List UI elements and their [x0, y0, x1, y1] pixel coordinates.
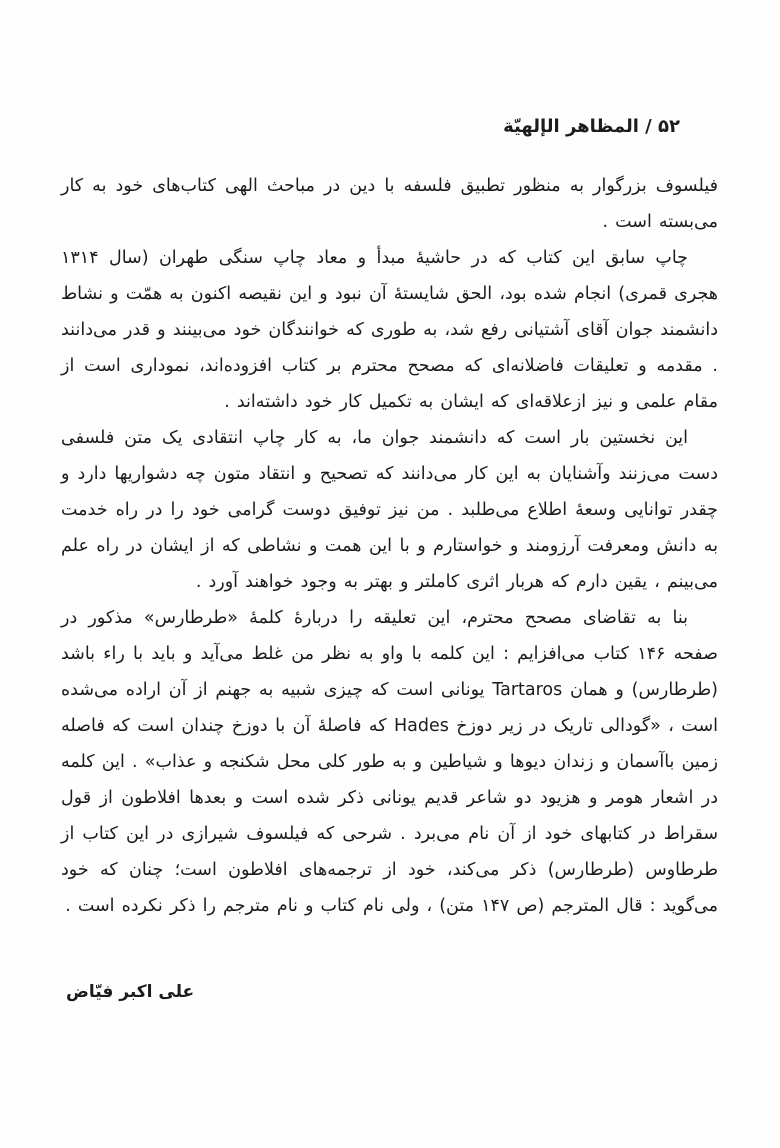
page-header-title: ۵۲ / المظاهر الإلهيّة: [503, 116, 680, 137]
paragraph: چاپ سابق این کتاب که در حاشیهٔ مبدأ و معاد چاپ سنگی طهران (سال ۱۳۱۴ هجری قمری) انجام شده بود، الحق شایستهٔ آن نبود و این نقیصه اکنون به همّت و نشاط دانشمند جوان آقای آشتیانی رفع شد، به طوری که خوانندگان خود می‌بینند و قدر می‌دانند . مقدمه و تعلیقات فاضلانه‌ای که مصحح محترم بر کتاب افزوده‌اند، نموداری است از مقام علمی و نیز ازعلاقه‌ای که ایشان به تکمیل کار خود داشته‌اند .: [61, 248, 718, 412]
paragraph: فیلسوف بزرگوار به منظور تطبیق فلسفه با دین در مباحث الهی کتاب‌های خود به کار می‌بسته است .: [61, 176, 718, 232]
paragraph: این نخستین بار است که دانشمند جوان ما، به کار چاپ انتقادی یک متن فلسفی دست می‌زنند وآشنایان به این کار می‌دانند که تصحیح و انتقاد متون چه دشواریها دارد و چقدر توانایی وسعهٔ اطلاع می‌طلبد . من نیز توفیق دوست گرامی خود را در راه خدمت به دانش ومعرفت آرزومند و خواستارم و با این همت و نشاطی که از ایشان در راه علم می‌بینم ، یقین دارم که هربار اثری کاملتر و بهتر به وجود خواهند آورد .: [61, 428, 718, 592]
paragraph: بنا به تقاضای مصحح محترم، این تعلیقه را دربارهٔ کلمهٔ «طرطارس» مذکور در صفحه ۱۴۶ کتاب می‌افزایم : این کلمه با واو به نظر من غلط می‌آید و باید با راء باشد (طرطارس) و همان Tartaros یونانی است که چیزی شبیه به جهنم از آن اراده می‌شده است ، «گودالی تاریک در زیر دوزخ Hades که فاصلهٔ آن با دوزخ چندان است که فاصله زمین باآسمان و زندان دیوها و شیاطین و به طور کلی محل شکنجه و عذاب» . این کلمه در اشعار هومر و هزیود دو شاعر قدیم یونانی ذکر شده است و بعدها افلاطون از قول سقراط در کتابهای خود از آن نام می‌برد . شرحی که فیلسوف شیرازی در این کتاب از طرطاوس (طرطارس) ذکر می‌کند، خود از ترجمه‌های افلاطون است؛ چنان که خود می‌گوید : قال المترجم (ص ۱۴۷ متن) ، ولی نام کتاب و نام مترجم را ذکر نکرده است .: [61, 608, 718, 916]
author-signature: علی اکبر فیّاض: [66, 982, 195, 1002]
body-text-block: [61, 168, 718, 924]
